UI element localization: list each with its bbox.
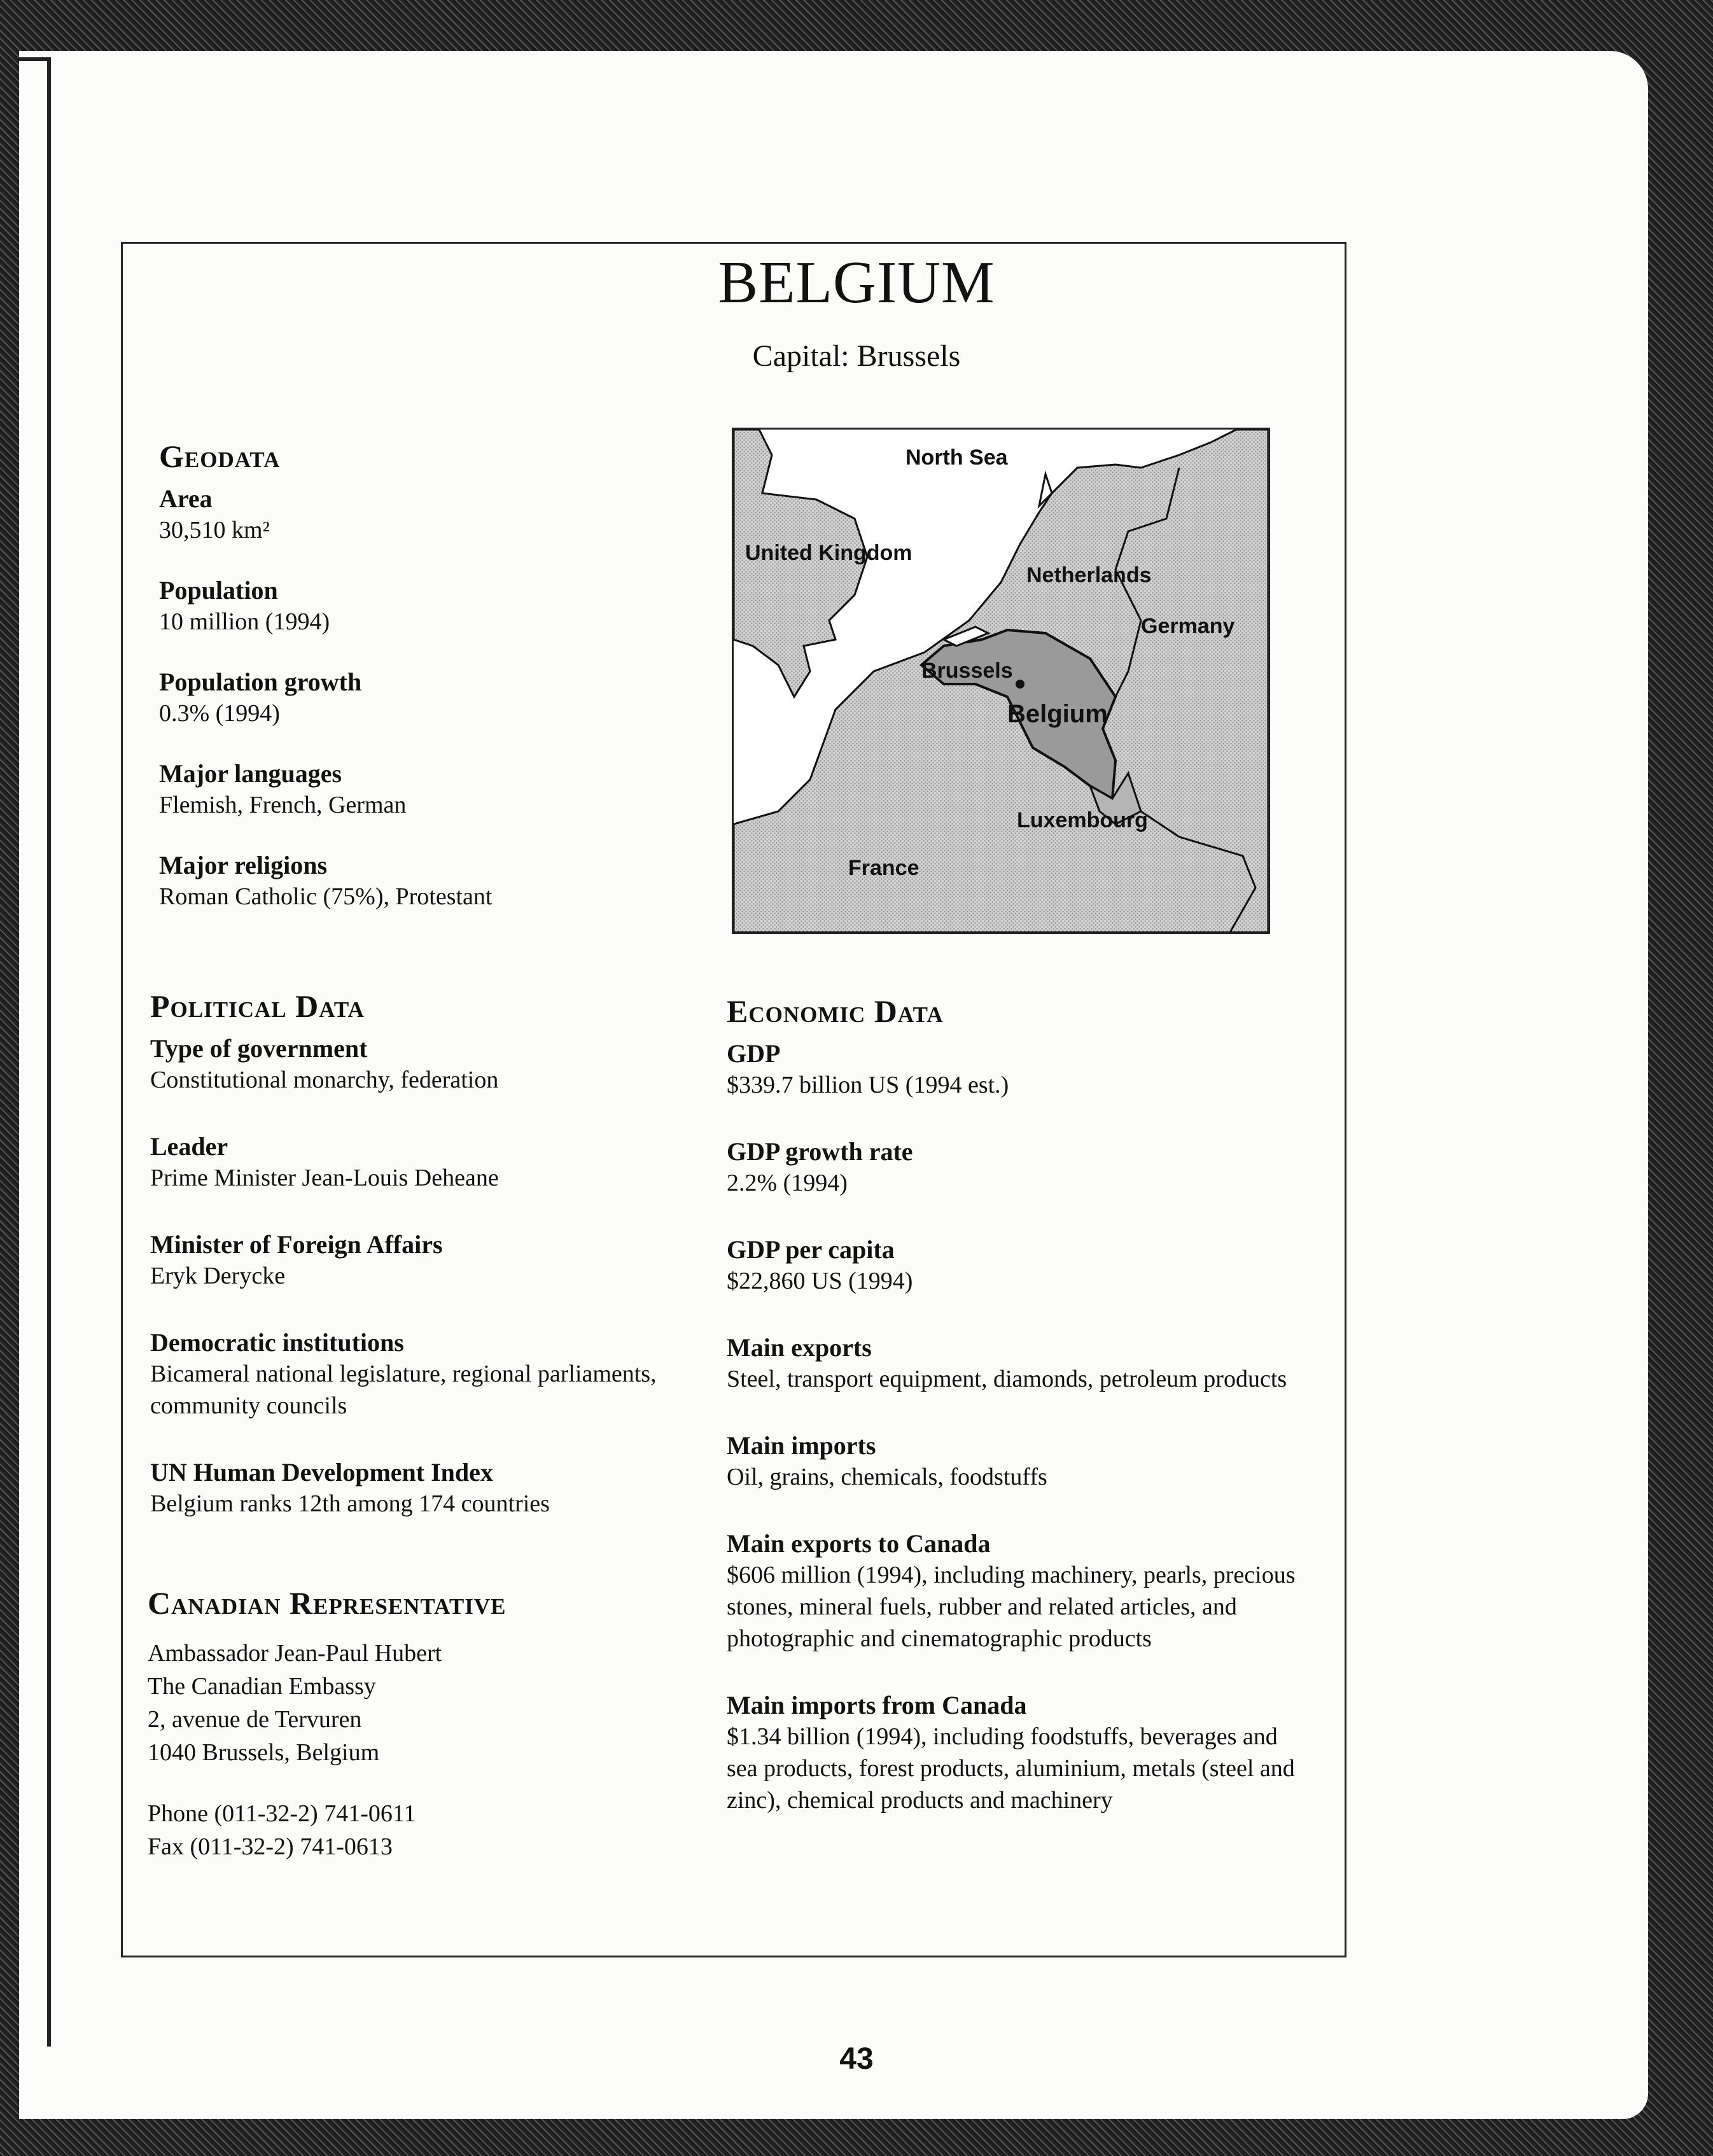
- section-heading: Geodata: [159, 438, 281, 474]
- field-value: 30,510 km²: [159, 517, 270, 543]
- economic-field: [727, 1690, 1299, 1816]
- political-section: [150, 988, 710, 1549]
- field-label: Leader: [150, 1132, 228, 1161]
- field-label: Area: [159, 484, 213, 513]
- field-label: Main imports: [727, 1431, 876, 1460]
- political-field: [150, 1033, 710, 1096]
- economic-field: [727, 1235, 1299, 1297]
- geodata-field: [159, 575, 732, 638]
- brussels-marker: [1016, 680, 1024, 689]
- field-label: Population growth: [159, 668, 362, 696]
- field-label: GDP growth rate: [727, 1137, 913, 1166]
- field-label: Population: [159, 576, 278, 605]
- field-value: $339.7 billion US (1994 est.): [727, 1072, 1009, 1098]
- geodata-field: [159, 850, 732, 913]
- field-label: Type of government: [150, 1034, 368, 1063]
- political-field: [150, 1457, 710, 1520]
- geodata-field: [159, 759, 732, 821]
- field-value: $22,860 US (1994): [727, 1268, 913, 1294]
- economic-field: [727, 1333, 1299, 1395]
- field-label: Minister of Foreign Affairs: [150, 1230, 443, 1259]
- map-label-netherlands: Netherlands: [1026, 563, 1152, 587]
- economic-section: [727, 993, 1299, 1845]
- capital-line: Capital: Brussels: [752, 339, 961, 373]
- geodata-field: [159, 667, 732, 729]
- field-label: Main exports: [727, 1333, 872, 1362]
- map-label-france: France: [848, 856, 919, 880]
- map-graphic: [734, 430, 1268, 932]
- field-value: 2.2% (1994): [727, 1170, 848, 1196]
- rep-address-line: 1040 Brussels, Belgium: [148, 1739, 380, 1766]
- field-value: Steel, transport equipment, diamonds, petroleum products: [727, 1366, 1287, 1392]
- field-value: Oil, grains, chemicals, foodstuffs: [727, 1464, 1047, 1490]
- field-label: Democratic institutions: [150, 1328, 404, 1357]
- economic-field: [727, 1431, 1299, 1493]
- economic-field: [727, 1137, 1299, 1199]
- field-value: Bicameral national legislature, regional parliaments, community councils: [150, 1361, 657, 1419]
- field-label: Main exports to Canada: [727, 1529, 991, 1558]
- section-heading: Political Data: [150, 988, 365, 1024]
- field-value: $1.34 billion (1994), including foodstuffs, beverages and sea products, forest products, aluminium, metals (steel and zinc), chemical products and machinery: [727, 1723, 1295, 1814]
- country-title: BELGIUM: [718, 249, 995, 316]
- field-value: 10 million (1994): [159, 608, 330, 635]
- rep-phone: Phone (011-32-2) 741-0611: [148, 1800, 416, 1827]
- geodata-section: [159, 438, 732, 942]
- region-map: [732, 428, 1270, 934]
- economic-field: [727, 1529, 1299, 1655]
- political-field: [150, 1229, 710, 1292]
- field-label: Major religions: [159, 851, 328, 879]
- field-label: UN Human Development Index: [150, 1458, 493, 1487]
- field-value: Belgium ranks 12th among 174 countries: [150, 1490, 550, 1517]
- map-label-brussels: Brussels: [921, 659, 1013, 683]
- field-value: Flemish, French, German: [159, 792, 407, 818]
- rep-address-line: 2, avenue de Tervuren: [148, 1706, 362, 1733]
- field-value: Constitutional monarchy, federation: [150, 1067, 499, 1093]
- map-label-germany: Germany: [1141, 614, 1235, 638]
- field-label: GDP: [727, 1039, 781, 1068]
- map-label-luxembourg: Luxembourg: [1017, 808, 1148, 832]
- field-value: Roman Catholic (75%), Protestant: [159, 883, 493, 910]
- rep-address-line: The Canadian Embassy: [148, 1673, 376, 1700]
- field-value: Eryk Derycke: [150, 1263, 286, 1289]
- field-value: Prime Minister Jean-Louis Deheane: [150, 1165, 499, 1191]
- economic-field: [727, 1039, 1299, 1101]
- map-label-uk: United Kingdom: [745, 541, 912, 565]
- political-field: [150, 1327, 710, 1422]
- field-value: 0.3% (1994): [159, 700, 280, 727]
- political-field: [150, 1131, 710, 1194]
- field-label: Main imports from Canada: [727, 1691, 1027, 1719]
- geodata-field: [159, 484, 732, 546]
- section-heading: Canadian Representative: [148, 1585, 507, 1621]
- field-value: $606 million (1994), including machinery, pearls, precious stones, mineral fuels, rubber and related articles, and photographic and cinematographic products: [727, 1562, 1296, 1652]
- field-label: Major languages: [159, 759, 342, 788]
- map-label-belgium: Belgium: [1007, 700, 1108, 728]
- section-heading: Economic Data: [727, 993, 944, 1029]
- representative-section: [148, 1585, 708, 1863]
- page-number: 43: [839, 2042, 874, 2076]
- map-label-north-sea: North Sea: [905, 445, 1008, 470]
- rep-fax: Fax (011-32-2) 741-0613: [148, 1833, 393, 1860]
- rep-address-line: Ambassador Jean-Paul Hubert: [148, 1640, 442, 1667]
- field-label: GDP per capita: [727, 1235, 895, 1264]
